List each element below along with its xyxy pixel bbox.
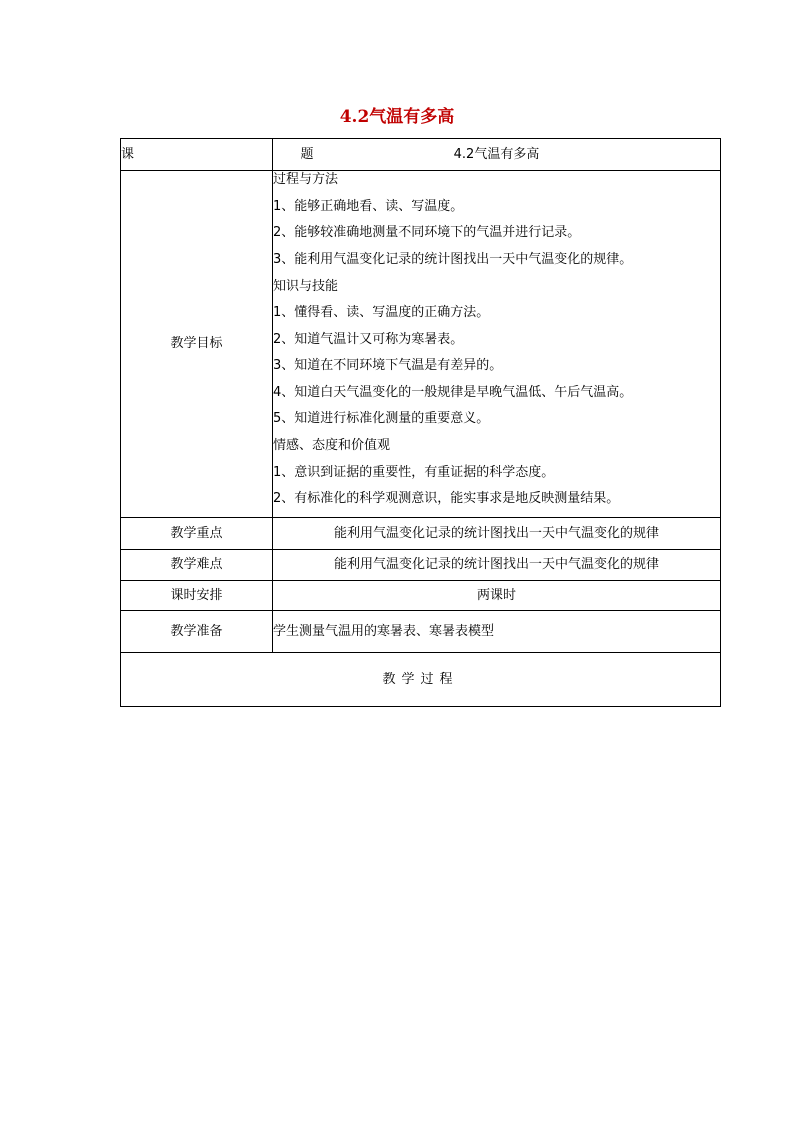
difficulty-value: 能利用气温变化记录的统计图找出一天中气温变化的规律 bbox=[273, 550, 721, 581]
topic-value: 4.2气温有多高 bbox=[273, 139, 721, 171]
table-row-topic bbox=[121, 139, 721, 171]
goal-item: 5、知道进行标准化测量的重要意义。 bbox=[273, 411, 490, 427]
schedule-label: 课时安排 bbox=[121, 581, 273, 611]
preparation-value: 学生测量气温用的寒暑表、寒暑表模型 bbox=[273, 611, 721, 653]
goal-item: 2、能够较准确地测量不同环境下的气温并进行记录。 bbox=[273, 225, 581, 241]
goal-heading-knowledge-skills: 知识与技能 bbox=[273, 278, 339, 294]
schedule-value: 两课时 bbox=[273, 581, 721, 611]
preparation-label: 教学准备 bbox=[121, 611, 273, 653]
table-row-schedule bbox=[121, 581, 721, 611]
goal-heading-process-method: 过程与方法 bbox=[273, 172, 339, 188]
goals-list bbox=[273, 171, 721, 518]
table-row-difficulty bbox=[121, 550, 721, 581]
topic-label: 课 题 bbox=[121, 139, 273, 171]
goal-item: 2、知道气温计又可称为寒暑表。 bbox=[273, 331, 464, 347]
goal-item: 3、知道在不同环境下气温是有差异的。 bbox=[273, 358, 503, 374]
table-row-process bbox=[121, 653, 721, 707]
table-row-key-point bbox=[121, 518, 721, 550]
goal-heading-attitude-values: 情感、态度和价值观 bbox=[273, 438, 391, 454]
lesson-plan-table bbox=[120, 138, 721, 707]
table-row-goals bbox=[121, 171, 721, 518]
key-point-value: 能利用气温变化记录的统计图找出一天中气温变化的规律 bbox=[273, 518, 721, 550]
goal-item: 4、知道白天气温变化的一般规律是早晚气温低、午后气温高。 bbox=[273, 384, 633, 400]
difficulty-label: 教学难点 bbox=[121, 550, 273, 581]
goal-item: 1、懂得看、读、写温度的正确方法。 bbox=[273, 305, 490, 321]
goal-item: 1、意识到证据的重要性，有重证据的科学态度。 bbox=[273, 464, 555, 480]
process-heading: 教学过程 bbox=[121, 653, 721, 707]
key-point-label: 教学重点 bbox=[121, 518, 273, 550]
goals-label: 教学目标 bbox=[121, 171, 273, 518]
document-title: 4.2气温有多高 bbox=[339, 107, 455, 127]
goal-item: 2、有标准化的科学观测意识，能实事求是地反映测量结果。 bbox=[273, 491, 620, 507]
goal-item: 3、能利用气温变化记录的统计图找出一天中气温变化的规律。 bbox=[273, 251, 633, 267]
goal-item: 1、能够正确地看、读、写温度。 bbox=[273, 198, 464, 214]
table-row-preparation bbox=[121, 611, 721, 653]
